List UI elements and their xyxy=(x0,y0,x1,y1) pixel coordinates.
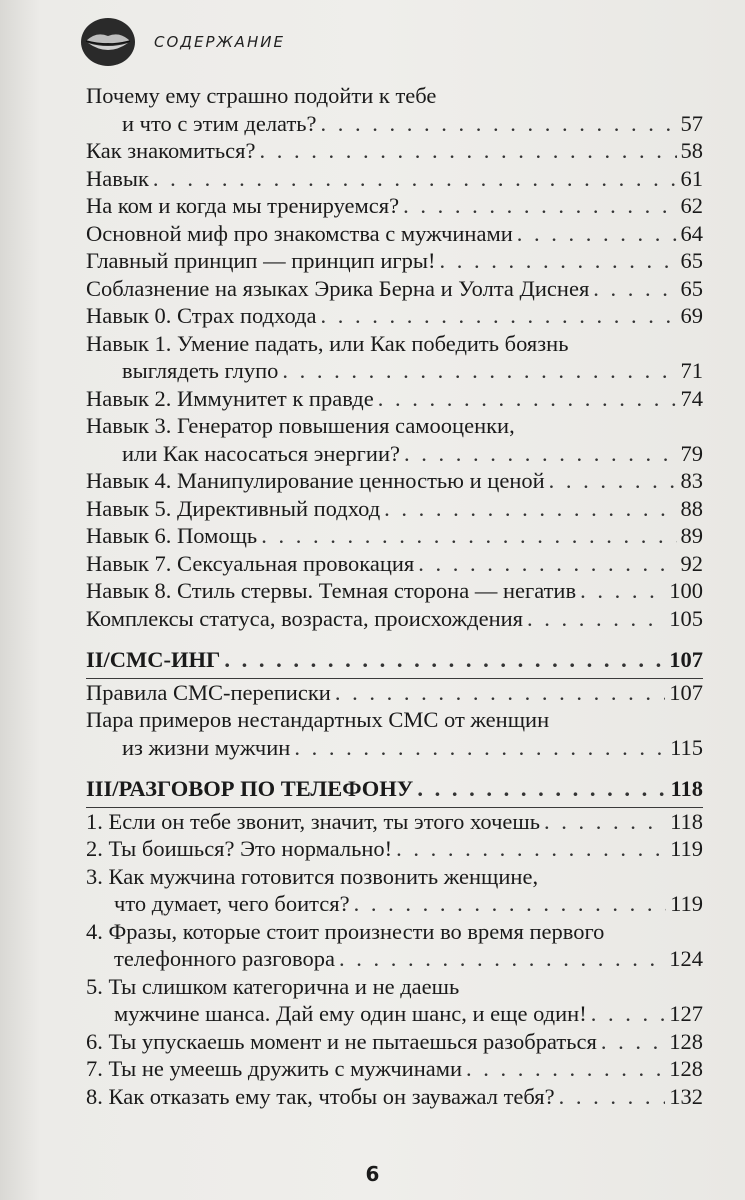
dot-leader xyxy=(153,165,677,193)
toc-entry xyxy=(86,577,703,605)
toc-entry-text: 7. Ты не умеешь дружить с мужчинами xyxy=(86,1056,463,1081)
toc-entry-text: Главный принцип — принцип игры! xyxy=(86,248,436,273)
toc-section-heading xyxy=(86,775,703,808)
toc-entry-line xyxy=(86,1000,703,1028)
toc-entry xyxy=(86,412,703,467)
toc-entry-text: что думает, чего боится? xyxy=(114,891,350,916)
toc-entry-line xyxy=(86,550,703,578)
toc-section-heading xyxy=(86,646,703,679)
toc-entry-text: Навык 2. Иммунитет к правде xyxy=(86,385,374,411)
toc-entry-text: 1. Если он тебе звонит, значит, ты этого хочешь xyxy=(86,808,540,834)
toc-entry-page: 132 xyxy=(669,1083,703,1109)
toc-entry xyxy=(86,706,703,761)
toc-entry-line xyxy=(86,192,703,220)
toc-entry-line xyxy=(86,110,703,138)
toc-entry-page: 71 xyxy=(680,358,703,383)
dot-leader xyxy=(282,357,676,385)
dot-leader xyxy=(396,835,666,863)
toc-entry xyxy=(86,808,703,836)
toc-entry-text: Основной миф про знакомства с мужчинами xyxy=(86,220,513,246)
toc-entry-page: 100 xyxy=(669,578,703,603)
toc-entry-text: Навык 8. Стиль стервы. Темная сторона — негатив xyxy=(86,578,577,603)
toc-section-title: III/РАЗГОВОР ПО ТЕЛЕФОНУ xyxy=(86,776,414,801)
toc-entry-page: 69 xyxy=(680,303,703,328)
toc-section-line xyxy=(86,646,703,674)
toc-entry-line xyxy=(86,945,703,973)
toc-entry-line xyxy=(86,495,703,523)
dot-leader xyxy=(466,1055,665,1083)
toc-entry-line xyxy=(86,302,703,330)
toc-entry-text: 3. Как мужчина готовится позвонить женщине, xyxy=(86,863,539,889)
toc-entry-page: 89 xyxy=(680,523,703,548)
toc-entry-line xyxy=(86,357,703,385)
dot-leader xyxy=(404,440,677,468)
toc-entry-line xyxy=(86,973,703,1001)
toc-entry-text: Навык 5. Директивный подход xyxy=(86,495,381,521)
toc-entry-page: 65 xyxy=(680,275,703,301)
toc-entry-line xyxy=(86,467,703,495)
dot-leader xyxy=(418,550,676,578)
toc-entry-line xyxy=(86,706,703,734)
toc-entry-line xyxy=(86,918,703,946)
section-header-title: СОДЕРЖАНИЕ xyxy=(154,33,285,51)
toc-entry xyxy=(86,835,703,863)
toc-entry-page: 62 xyxy=(680,193,703,218)
toc-entry-line xyxy=(86,679,703,707)
toc-entry-line xyxy=(86,330,703,358)
toc-entry xyxy=(86,220,703,248)
dot-leader xyxy=(591,1000,666,1028)
toc-entry xyxy=(86,1028,703,1056)
dot-leader xyxy=(339,945,665,973)
toc-entry-page: 64 xyxy=(680,220,703,246)
toc-entry-text: На ком и когда мы тренируемся? xyxy=(86,193,400,218)
toc-entry-line xyxy=(86,890,703,918)
toc-section-title: II/СМС-ИНГ xyxy=(86,647,221,672)
toc-entry-text: Комплексы статуса, возраста, происхождения xyxy=(86,605,524,631)
toc-entry-page: 92 xyxy=(680,550,703,576)
toc-entry xyxy=(86,330,703,385)
toc-entry-text: 5. Ты слишком категорична и не даешь xyxy=(86,973,460,999)
dot-leader xyxy=(544,808,666,836)
toc-entry-page: 79 xyxy=(680,440,703,466)
toc-entry-line xyxy=(86,137,703,165)
toc-entry-line xyxy=(86,605,703,633)
toc-entry-page: 119 xyxy=(670,891,703,916)
toc-entry-text: Навык 0. Страх подхода xyxy=(86,303,317,328)
dot-leader xyxy=(549,467,677,495)
dot-leader xyxy=(261,522,676,550)
dot-leader xyxy=(417,775,666,803)
toc-entry-line xyxy=(86,165,703,193)
toc-entry xyxy=(86,495,703,523)
toc-entry-page: 74 xyxy=(680,385,703,411)
dot-leader xyxy=(527,605,665,633)
toc-entry-line xyxy=(86,522,703,550)
toc-entry-text: Навык 3. Генератор повышения самооценки, xyxy=(86,413,515,438)
dot-leader xyxy=(403,192,676,220)
toc-entry xyxy=(86,918,703,973)
toc-entry-line xyxy=(86,863,703,891)
toc-entry-line xyxy=(86,1083,703,1111)
toc-entry-line xyxy=(86,440,703,468)
dot-leader xyxy=(439,247,676,275)
toc-entry-page: 107 xyxy=(669,679,703,705)
toc-entry-page: 88 xyxy=(680,495,703,521)
toc-entry xyxy=(86,522,703,550)
toc-entry-text: и что с этим делать? xyxy=(122,110,317,136)
toc-section-page: 118 xyxy=(670,776,703,801)
toc-entry-line xyxy=(86,1055,703,1083)
toc-entry-page: 57 xyxy=(680,110,703,136)
toc-entry-text: 8. Как отказать ему так, чтобы он зауважал тебя? xyxy=(86,1083,555,1109)
dot-leader xyxy=(601,1028,665,1056)
toc-entry xyxy=(86,302,703,330)
toc-entry-page: 127 xyxy=(669,1001,703,1026)
toc-entry-page: 105 xyxy=(669,605,703,631)
toc-section-page: 107 xyxy=(669,647,703,672)
toc-entry xyxy=(86,1055,703,1083)
toc-entry-text: 2. Ты боишься? Это нормально! xyxy=(86,836,393,861)
toc-entry-line xyxy=(86,412,703,440)
dot-leader xyxy=(259,137,676,165)
toc-entry xyxy=(86,467,703,495)
toc-entry-text: Правила СМС-переписки xyxy=(86,679,331,705)
toc-entry-text: 4. Фразы, которые стоит произнести во время первого xyxy=(86,918,605,944)
toc-entry-page: 128 xyxy=(669,1028,703,1054)
dot-leader xyxy=(580,577,665,605)
toc-entry-page: 124 xyxy=(669,946,703,971)
dot-leader xyxy=(335,679,665,707)
toc-entry-line xyxy=(86,734,703,762)
page-number: 6 xyxy=(365,1162,380,1186)
toc-entry-page: 118 xyxy=(670,808,703,834)
page-header xyxy=(78,12,285,72)
toc-entry xyxy=(86,165,703,193)
toc-entry-page: 119 xyxy=(670,836,703,861)
toc-entry xyxy=(86,550,703,578)
lips-icon xyxy=(78,13,138,71)
dot-leader xyxy=(354,890,666,918)
toc-entry-text: Как знакомиться? xyxy=(86,138,256,163)
toc-entry-text: из жизни мужчин xyxy=(122,734,291,760)
dot-leader xyxy=(517,220,677,248)
toc-entry-line xyxy=(86,247,703,275)
toc-entry-text: телефонного разговора xyxy=(114,946,336,971)
toc-entry-line xyxy=(86,220,703,248)
toc-entry xyxy=(86,679,703,707)
toc-entry-page: 128 xyxy=(669,1056,703,1081)
toc-entry-line xyxy=(86,835,703,863)
toc-entry-line xyxy=(86,82,703,110)
toc-entry-text: мужчине шанса. Дай ему один шанс, и еще один! xyxy=(114,1001,587,1026)
toc-entry-text: 6. Ты упускаешь момент и не пытаешься разобраться xyxy=(86,1028,597,1054)
toc-entry xyxy=(86,973,703,1028)
dot-leader xyxy=(321,110,677,138)
toc-entry-line xyxy=(86,275,703,303)
toc-section-line xyxy=(86,775,703,803)
toc-entry-text: Навык 7. Сексуальная провокация xyxy=(86,550,415,576)
toc-entry xyxy=(86,863,703,918)
dot-leader xyxy=(593,275,676,303)
toc-entry-text: выглядеть глупо xyxy=(122,358,279,383)
toc-entry-page: 83 xyxy=(680,468,703,493)
toc-entry xyxy=(86,137,703,165)
toc-entry-text: или Как насосаться энергии? xyxy=(122,440,400,466)
toc-entry-text: Пара примеров нестандартных СМС от женщин xyxy=(86,707,550,732)
dot-leader xyxy=(224,646,665,674)
dot-leader xyxy=(378,385,677,413)
table-of-contents xyxy=(86,82,703,1110)
toc-entry-page: 115 xyxy=(670,734,703,760)
toc-entry xyxy=(86,247,703,275)
toc-entry-line xyxy=(86,808,703,836)
dot-leader xyxy=(384,495,676,523)
toc-entry-line xyxy=(86,1028,703,1056)
toc-entry xyxy=(86,82,703,137)
toc-entry xyxy=(86,1083,703,1111)
dot-leader xyxy=(320,302,676,330)
toc-entry xyxy=(86,192,703,220)
toc-entry-text: Навык 4. Манипулирование ценностью и ценой xyxy=(86,468,545,493)
toc-entry-text: Навык xyxy=(86,165,149,191)
toc-entry xyxy=(86,275,703,303)
toc-entry xyxy=(86,605,703,633)
toc-entry-text: Почему ему страшно подойти к тебе xyxy=(86,83,437,108)
toc-entry-text: Навык 1. Умение падать, или Как победить боязнь xyxy=(86,330,569,356)
toc-entry-line xyxy=(86,385,703,413)
toc-entry-page: 61 xyxy=(680,165,703,191)
toc-entry-page: 58 xyxy=(680,138,703,163)
toc-entry xyxy=(86,385,703,413)
dot-leader xyxy=(294,734,666,762)
toc-entry-line xyxy=(86,577,703,605)
toc-entry-text: Соблазнение на языках Эрика Берна и Уолта Диснея xyxy=(86,275,590,301)
toc-entry-text: Навык 6. Помощь xyxy=(86,523,258,548)
toc-entry-page: 65 xyxy=(680,248,703,273)
dot-leader xyxy=(559,1083,666,1111)
